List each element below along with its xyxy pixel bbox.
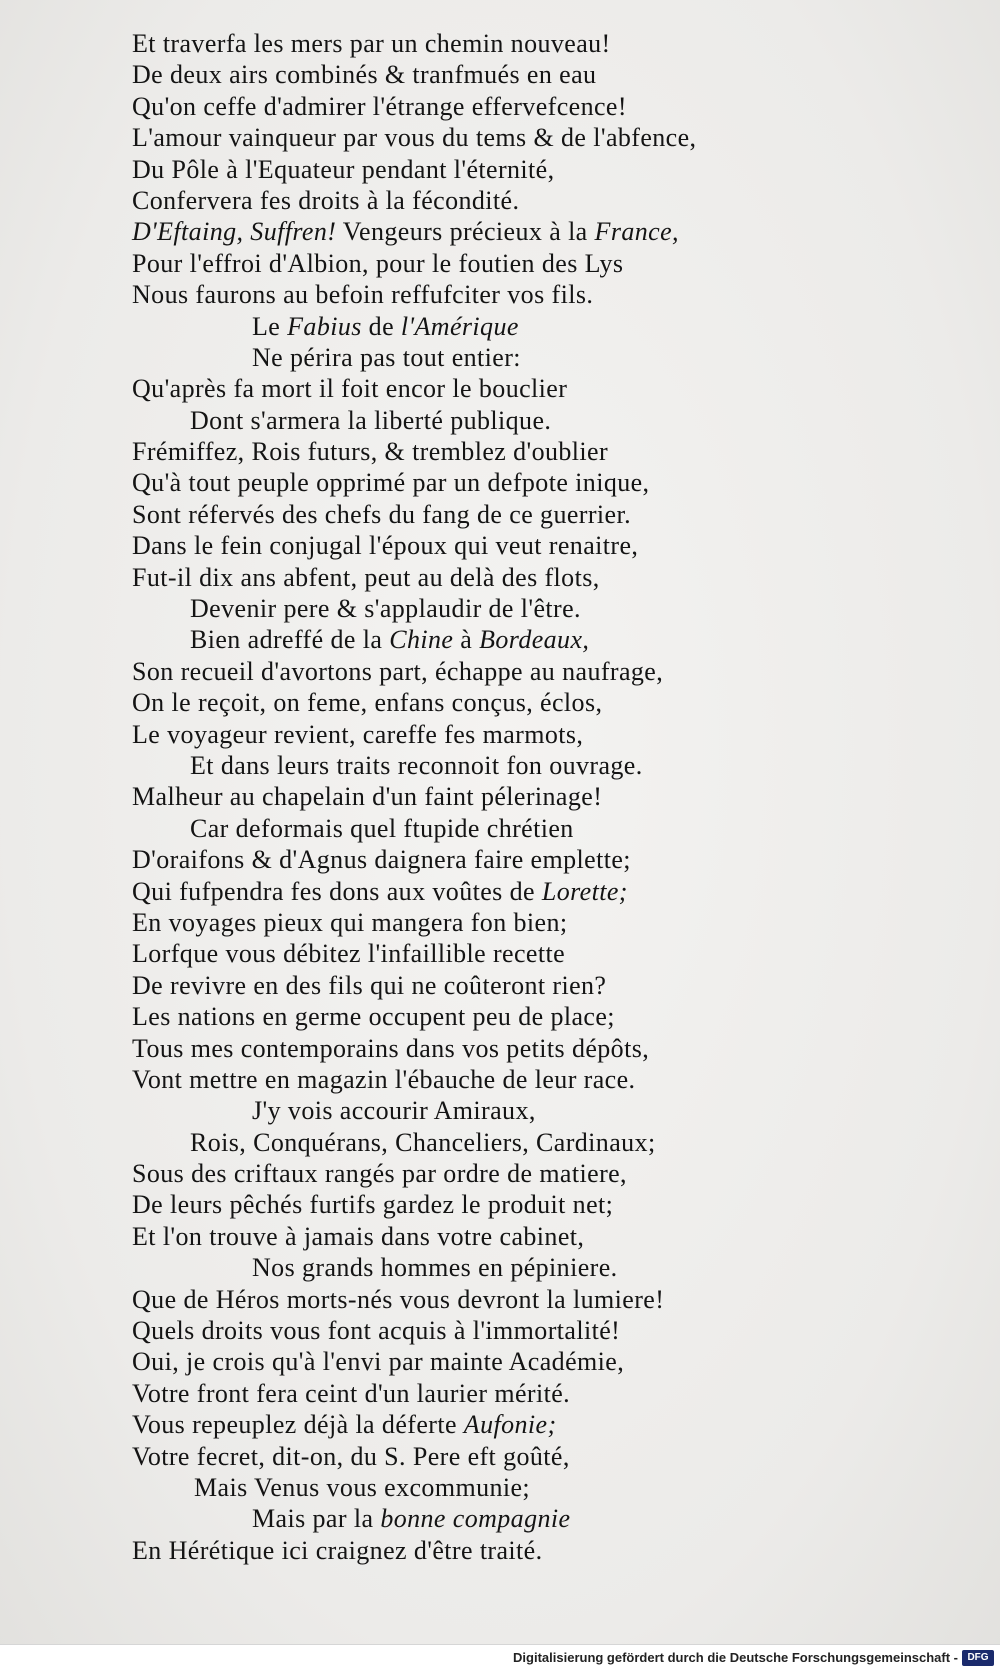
poem-line: Du Pôle à l'Equateur pendant l'éternité, xyxy=(132,154,555,184)
poem-line: D'Eftaing, Suffren! Vengeurs précieux à la France, xyxy=(132,217,679,247)
poem-line: Malheur au chapelain d'un faint pélerinage! xyxy=(132,782,603,812)
poem-line: Les nations en germe occupent peu de place; xyxy=(132,1002,615,1032)
poem-line: Tous mes contemporains dans vos petits dépôts, xyxy=(132,1033,650,1063)
poem-line: D'oraifons & d'Agnus daignera faire emplette; xyxy=(132,845,631,875)
poem-line: De revivre en des fils qui ne coûteront rien? xyxy=(132,970,607,1000)
poem-line: En voyages pieux qui mangera fon bien; xyxy=(132,907,568,937)
poem-line: Le Fabius de l'Amérique xyxy=(252,311,519,341)
poem-line: Votre fecret, dit-on, du S. Pere eft goûté, xyxy=(132,1441,570,1471)
poem-line: Nos grands hommes en pépiniere. xyxy=(252,1253,618,1283)
poem-line: Sous des criftaux rangés par ordre de matiere, xyxy=(132,1159,627,1189)
poem-line: Votre front fera ceint d'un laurier mérité. xyxy=(132,1378,571,1408)
poem-line: Bien adreffé de la Chine à Bordeaux, xyxy=(190,625,590,655)
poem-line: On le reçoit, on feme, enfans conçus, éclos, xyxy=(132,688,603,718)
poem-line: Vous repeuplez déjà la déferte Aufonie; xyxy=(132,1410,557,1440)
poem-line: Confervera fes droits à la fécondité. xyxy=(132,185,520,215)
poem-line: Rois, Conquérans, Chanceliers, Cardinaux; xyxy=(190,1127,656,1157)
poem-line: Son recueil d'avortons part, échappe au naufrage, xyxy=(132,656,664,686)
dfg-logo-icon: DFG xyxy=(962,1650,994,1666)
poem-line: Nous faurons au befoin reffufciter vos fils. xyxy=(132,280,594,310)
poem-line: Devenir pere & s'applaudir de l'être. xyxy=(190,594,581,624)
poem-line: Qu'on ceffe d'admirer l'étrange effervefcence! xyxy=(132,91,627,121)
poem-line: Frémiffez, Rois futurs, & tremblez d'oublier xyxy=(132,437,609,467)
poem-line: Et dans leurs traits reconnoit fon ouvrage. xyxy=(190,750,643,780)
footer-bar xyxy=(0,1644,1000,1669)
poem-line: Sont réfervés des chefs du fang de ce guerrier. xyxy=(132,499,631,529)
poem-line: De leurs pêchés furtifs gardez le produit net; xyxy=(132,1190,614,1220)
poem-line: J'y vois accourir Amiraux, xyxy=(252,1096,536,1126)
poem-line: Qu'après fa mort il foit encor le bouclier xyxy=(132,374,568,404)
poem-line: Lorfque vous débitez l'infaillible recette xyxy=(132,939,566,969)
poem-line: Quels droits vous font acquis à l'immortalité! xyxy=(132,1316,621,1346)
poem-text xyxy=(132,28,832,1566)
poem-line: Qui fufpendra fes dons aux voûtes de Lorette; xyxy=(132,876,628,906)
poem-line: Et traverfa les mers par un chemin nouveau! xyxy=(132,29,611,58)
poem-line: Mais Venus vous excommunie; xyxy=(194,1472,531,1502)
poem-line: Qu'à tout peuple opprimé par un defpote inique, xyxy=(132,468,650,498)
poem-line: Oui, je crois qu'à l'envi par mainte Académie, xyxy=(132,1347,625,1377)
poem-line: En Hérétique ici craignez d'être traité. xyxy=(132,1535,543,1565)
poem-line: Dont s'armera la liberté publique. xyxy=(190,405,552,435)
poem-line: Que de Héros morts-nés vous devront la lumiere! xyxy=(132,1284,665,1314)
poem-line: De deux airs combinés & tranfmués en eau xyxy=(132,60,597,90)
poem-line: Le voyageur revient, careffe fes marmots, xyxy=(132,719,584,749)
poem-line: Mais par la bonne compagnie xyxy=(252,1504,571,1534)
poem-line: Car deformais quel ftupide chrétien xyxy=(190,813,574,843)
poem-line: Dans le fein conjugal l'époux qui veut renaitre, xyxy=(132,531,639,561)
footer-credit: Digitalisierung gefördert durch die Deutsche Forschungsgemeinschaft - xyxy=(513,1650,958,1665)
poem-line: Pour l'effroi d'Albion, pour le foutien des Lys xyxy=(132,248,624,278)
poem-line: Fut-il dix ans abfent, peut au delà des flots, xyxy=(132,562,600,592)
poem-line: Et l'on trouve à jamais dans votre cabinet, xyxy=(132,1221,585,1251)
poem-line: Ne périra pas tout entier: xyxy=(252,342,521,372)
poem-line: Vont mettre en magazin l'ébauche de leur race. xyxy=(132,1064,636,1094)
poem-line: L'amour vainqueur par vous du tems & de l'abfence, xyxy=(132,123,697,153)
